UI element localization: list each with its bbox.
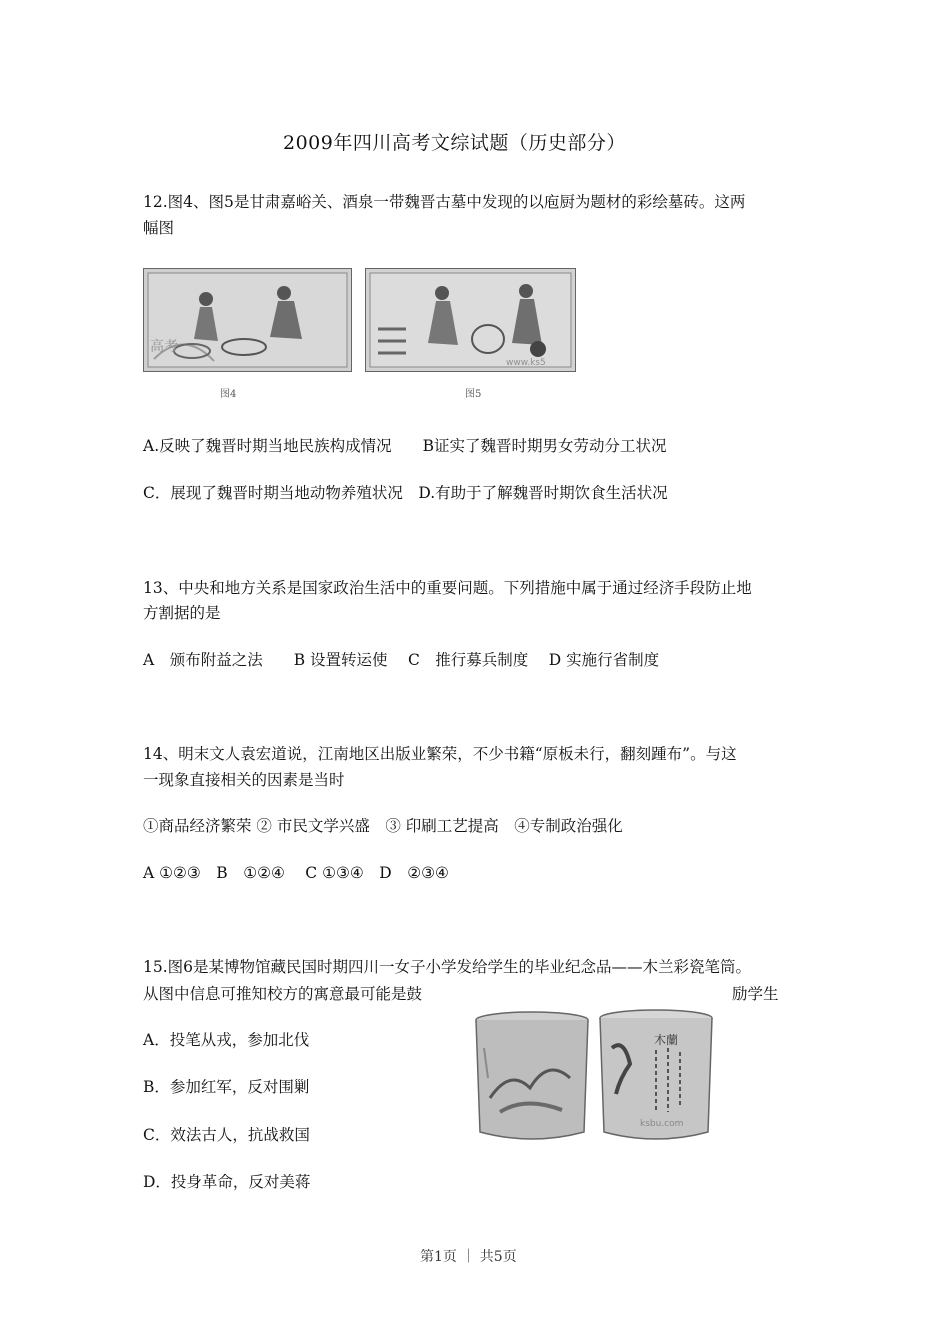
question-12-stem-line2: 幅图: [143, 219, 175, 237]
figure-5-image: [365, 268, 576, 372]
figure-6-image: [470, 1008, 720, 1148]
question-15-option-b: B．参加红军，反对围剿: [143, 1078, 310, 1096]
question-15-option-a: A．投笔从戎，参加北伐: [143, 1031, 310, 1049]
figure-5-watermark: www.ks5: [506, 358, 546, 368]
question-13-options: A 颁布附益之法 B 设置转运使 C 推行募兵制度 D 实施行省制度: [143, 651, 660, 669]
question-14-options: A ①②③ B ①②④ C ①③④ D ②③④: [143, 864, 449, 882]
page-footer: 第1页 ｜ 共5页: [420, 1249, 517, 1265]
question-12-options-line2: C．展现了魏晋时期当地动物养殖状况 D.有助于了解魏晋时期饮食生活状况: [143, 484, 668, 502]
figure-4-image: [143, 268, 352, 372]
figure-6-cup-label: 木蘭: [654, 1033, 679, 1047]
question-12-options-line1: A.反映了魏晋时期当地民族构成情况 B证实了魏晋时期男女劳动分工状况: [143, 437, 667, 455]
question-12-stem-line1: 12.图4、图5是甘肃嘉峪关、酒泉一带魏晋古墓中发现的以庖厨为题材的彩绘墓砖。这两: [143, 193, 746, 211]
question-14-stem-line2: 一现象直接相关的因素是当时: [143, 771, 345, 789]
question-14-items: ①商品经济繁荣 ② 市民文学兴盛 ③ 印刷工艺提高 ④专制政治强化: [143, 817, 623, 835]
question-14-stem-line1: 14、明末文人袁宏道说，江南地区出版业繁荣，不少书籍“原板未行，翻刻踵布”。与这: [143, 745, 737, 763]
figure-5-caption: 图5: [465, 389, 482, 400]
question-15-stem-line1: 15.图6是某博物馆藏民国时期四川一女子小学发给学生的毕业纪念品——木兰彩瓷笔筒。: [143, 958, 752, 976]
question-15-option-c: C．效法古人，抗战救国: [143, 1126, 310, 1144]
figure-6-watermark: ksbu.com: [640, 1119, 684, 1129]
figure-4-watermark: 高考: [150, 339, 178, 355]
page-title: 2009年四川高考文综试题（历史部分）: [283, 132, 626, 154]
figure-4-caption: 图4: [220, 389, 237, 400]
question-15-stem-line2b: 励学生: [732, 985, 779, 1003]
question-13-stem-line1: 13、中央和地方关系是国家政治生活中的重要问题。下列措施中属于通过经济手段防止地: [143, 579, 752, 597]
question-13-stem-line2: 方割据的是: [143, 604, 221, 622]
question-15-option-d: D．投身革命，反对美蒋: [143, 1173, 311, 1191]
question-15-stem-line2a: 从图中信息可推知校方的寓意最可能是鼓: [143, 985, 423, 1003]
